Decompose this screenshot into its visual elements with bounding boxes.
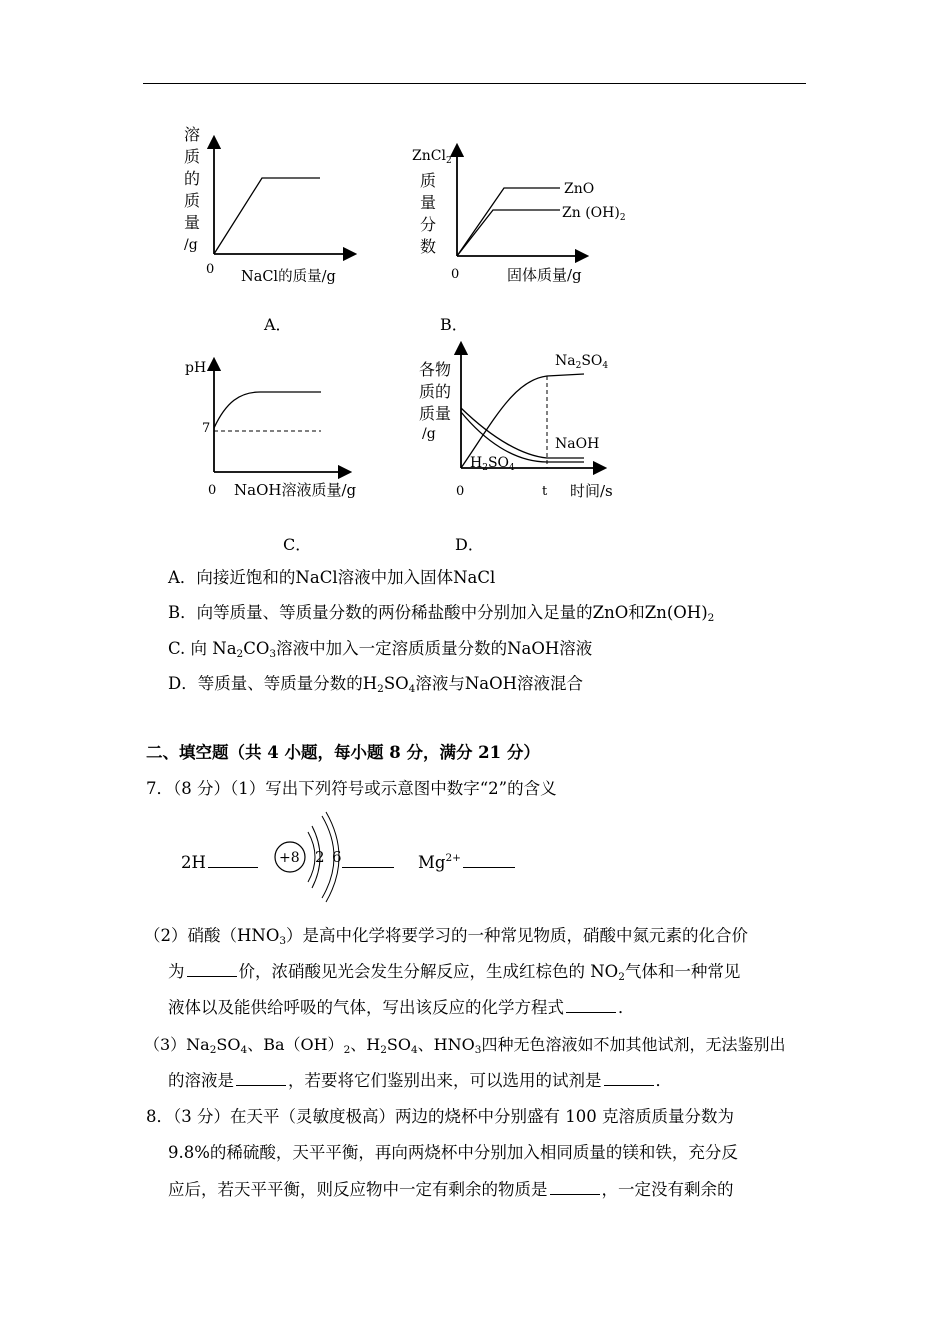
atom-electrons-shell1: 2: [315, 848, 325, 866]
option-c: C. 向 $Na_2CO_3$溶液中加入一定溶质质量分数的NaOH溶液: [168, 639, 593, 660]
graph-a-ylabel-6: /g: [184, 237, 198, 253]
graph-b-ylabel-top: ZnCl$_2$: [412, 148, 452, 166]
graph-a-ylabel-1: 溶: [184, 125, 201, 144]
graph-a-ylabel-3: 的: [184, 169, 201, 188]
graph-c-origin: 0: [208, 483, 217, 498]
graph-a: [170, 120, 360, 295]
q7-blank-2h[interactable]: [208, 853, 258, 868]
q7-blank-reagent[interactable]: [604, 1071, 654, 1086]
q7-blank-atom-line: [340, 853, 396, 873]
graph-d-xlabel: 时间/s: [570, 482, 613, 500]
graph-a-ylabel-2: 质: [184, 147, 201, 166]
q7-intro: 7．（8 分）（1）写出下列符号或示意图中数字“2”的含义: [146, 779, 557, 798]
graph-d-ylabel-1: 各物: [419, 360, 452, 379]
graph-d-curve-na2so4: [461, 374, 584, 468]
q7-symbol-mg: $Mg^{2+}$: [418, 853, 517, 873]
q8-blank-remaining[interactable]: [550, 1180, 600, 1195]
graph-a-ylabel-4: 质: [184, 191, 201, 210]
graph-a-curve: [214, 178, 320, 254]
option-a: A．向接近饱和的NaCl溶液中加入固体NaCl: [168, 568, 496, 587]
q7-part2-line2: 为 价，浓硝酸见光会发生分解反应，生成红棕色的 $NO_2$气体和一种常见: [168, 962, 741, 983]
graph-d-origin: 0: [456, 484, 465, 499]
graph-c-tick-7: 7: [202, 421, 211, 436]
q7-blank-mg[interactable]: [463, 853, 515, 868]
graph-b-series-zno: ZnO: [564, 181, 595, 197]
q7-part3-line2: 的溶液是 ，若要将它们鉴别出来，可以选用的试剂是 ．: [168, 1071, 672, 1090]
q8-line3: 应后，若天平平衡，则反应物中一定有剩余的物质是 ，一定没有剩余的: [168, 1180, 734, 1199]
graph-d-ylabel-3: 质量: [419, 404, 452, 423]
graph-d-caption: D．: [455, 535, 484, 554]
graph-c-curve: [214, 392, 321, 428]
graph-d-ylabel-4: /g: [422, 426, 436, 442]
atom-electrons-shell2: 6: [332, 848, 342, 866]
header-rule: [143, 83, 806, 84]
graph-b-series-znoh2: Zn $(OH)_2$: [562, 205, 626, 223]
q7-blank-atom[interactable]: [342, 853, 394, 868]
graph-c-xlabel: NaOH溶液质量/g: [234, 481, 357, 499]
graph-d-label-h2so4: $H_2SO_4$: [470, 455, 515, 473]
graph-d-label-naoh: NaOH: [555, 436, 600, 452]
graph-a-xlabel: NaCl的质量/g: [241, 269, 336, 285]
q8-line2: 9.8%的稀硫酸，天平平衡，再向两烧杯中分别加入相同质量的镁和铁，充分反: [168, 1143, 738, 1162]
graph-b-ylabel-1: 质: [420, 171, 437, 190]
graph-b-ylabel-4: 数: [420, 237, 437, 256]
graph-a-origin: 0: [206, 262, 215, 277]
graph-c-caption: C．: [283, 535, 312, 554]
graph-b-ylabel-2: 量: [420, 193, 437, 212]
graph-c-ylabel: pH: [185, 360, 207, 376]
graph-b-origin: 0: [451, 267, 460, 282]
graph-b-caption: B．: [440, 315, 468, 334]
atom-nucleus-charge: +8: [279, 850, 300, 866]
q7-blank-valence[interactable]: [187, 962, 237, 977]
graph-a-caption: A．: [264, 315, 292, 334]
section-title: 二、填空题（共 4 小题，每小题 8 分，满分 21 分）: [146, 743, 540, 762]
graph-a-ylabel-5: 量: [184, 213, 201, 232]
graph-d-tick-t: t: [542, 484, 548, 499]
graph-b: [410, 138, 640, 293]
q7-blank-solution[interactable]: [236, 1071, 286, 1086]
q7-symbol-2h: 2H: [181, 853, 260, 873]
q7-part2-line3: 液体以及能供给呼吸的气体，写出该反应的化学方程式 ．: [168, 998, 635, 1017]
oxygen-atom-diagram: [270, 812, 350, 900]
graph-b-curve-zno: [457, 188, 560, 256]
graph-b-ylabel-3: 分: [420, 215, 437, 234]
option-b: B．向等质量、等质量分数的两份稀盐酸中分别加入足量的ZnO和$Zn(OH)_2$: [168, 603, 715, 624]
option-d: D．等质量、等质量分数的$H_2SO_4$溶液与NaOH溶液混合: [168, 674, 584, 695]
graph-d-ylabel-2: 质的: [419, 382, 452, 401]
q7-part3-line1: $(3)Na_2SO_4$、$Ba(OH)_2$、$H_2SO_4$、$HNO_3$四种无色溶液如不加其他试剂，无法鉴别出: [144, 1035, 786, 1056]
graph-d: [414, 340, 624, 505]
graph-d-label-na2so4: $Na_2SO_4$: [555, 353, 609, 371]
q8-line1: 8．（3 分）在天平（灵敏度极高）两边的烧杯中分别盛有 100 克溶质质量分数为: [146, 1107, 734, 1126]
graph-c: [180, 350, 370, 505]
q7-blank-equation[interactable]: [566, 998, 616, 1013]
atom-shell-1: [308, 832, 315, 882]
graph-b-xlabel: 固体质量/g: [507, 266, 582, 284]
q7-part2-line1: （2）硝酸$(HNO_3)$是高中化学将要学习的一种常见物质，硝酸中氮元素的化合价: [144, 926, 749, 947]
